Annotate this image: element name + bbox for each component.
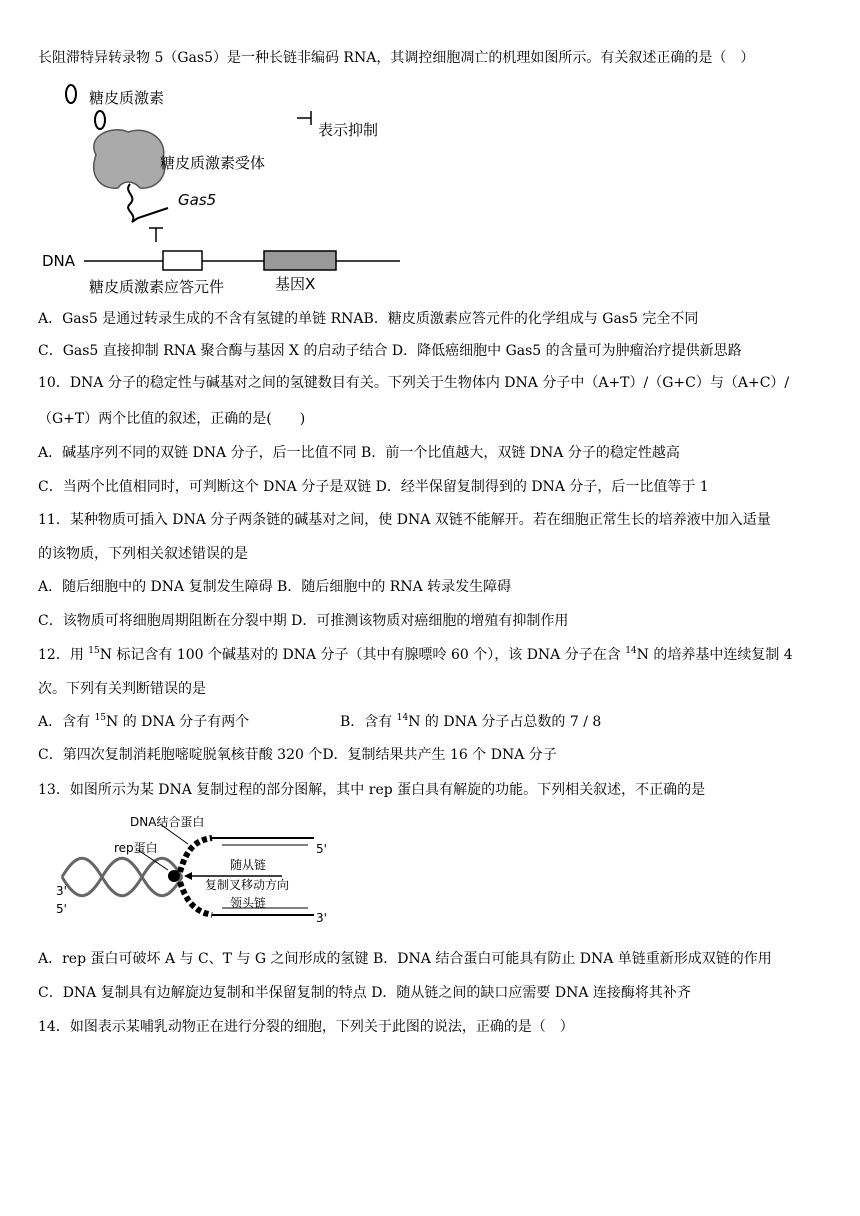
q14-stem: 14．如图表示某哺乳动物正在进行分裂的细胞，下列关于此图的说法，正确的是（ ） bbox=[38, 1019, 574, 1035]
lagging-strand-label: 随从链 bbox=[230, 858, 267, 872]
gas5-label: Gas5 bbox=[178, 191, 217, 209]
five-prime-top-label: 5' bbox=[316, 842, 327, 856]
rep-protein-dot bbox=[168, 870, 180, 882]
gene-x-label: 基因X bbox=[275, 275, 316, 293]
q10-options-cd: C．当两个比值相同时，可判断这个 DNA 分子是双链 D．经半保留复制得到的 DNA 分子，后一比值等于 1 bbox=[38, 479, 709, 495]
hormone-molecule-icon bbox=[66, 85, 76, 103]
q9-options-ab: A．Gas5 是通过转录生成的不含有氢键的单链 RNAB．糖皮质激素应答元件的化学组成与 Gas5 完全不同 bbox=[38, 311, 699, 327]
receptor-shape bbox=[94, 130, 165, 188]
double-helix-strand-1 bbox=[62, 858, 182, 896]
rep-protein-label: rep蛋白 bbox=[114, 841, 158, 855]
q10-stem-line1: 10．DNA 分子的稳定性与碱基对之间的氢键数目有关。下列关于生物体内 DNA 分子中（A+T）/（G+C）与（A+C）/ bbox=[38, 375, 790, 391]
q9-options-cd: C．Gas5 直接抑制 RNA 聚合酶与基因 X 的启动子结合 D．降低癌细胞中 Gas5 的含量可为肿瘤治疗提供新思路 bbox=[38, 343, 742, 359]
q13-stem: 13．如图所示为某 DNA 复制过程的部分图解，其中 rep 蛋白具有解旋的功能。下列相关叙述，不正确的是 bbox=[38, 782, 706, 798]
double-helix-strand-2 bbox=[62, 858, 182, 896]
q10-stem-line2: （G+T）两个比值的叙述，正确的是( ) bbox=[38, 411, 306, 427]
q11-stem-line2: 的该物质，下列相关叙述错误的是 bbox=[38, 546, 248, 562]
fork-direction-label: 复制叉移动方向 bbox=[205, 878, 290, 892]
inhibit-legend-label: 表示抑制 bbox=[318, 121, 379, 139]
q12-option-a: A．含有 $^{15}$N 的 DNA 分子有两个 bbox=[38, 713, 250, 730]
gas5-rna-strand bbox=[128, 184, 168, 222]
three-prime-bottom-label: 3' bbox=[316, 911, 327, 925]
q9-stem: 长阻滞特异转录物 5（Gas5）是一种长链非编码 RNA，其调控细胞凋亡的机理如图所示。有关叙述正确的是（ ） bbox=[38, 50, 755, 66]
receptor-label: 糖皮质激素受体 bbox=[160, 154, 266, 172]
hormone-molecule-icon-2 bbox=[95, 111, 105, 129]
q11-options-ab: A．随后细胞中的 DNA 复制发生障碍 B．随后细胞中的 RNA 转录发生障碍 bbox=[38, 579, 512, 595]
q12-stem-line2: 次。下列有关判断错误的是 bbox=[38, 681, 206, 697]
dna-label: DNA bbox=[42, 252, 76, 270]
binding-protein-label: DNA结合蛋白 bbox=[130, 815, 205, 829]
q13-options-ab: A．rep 蛋白可破坏 A 与 C、T 与 G 之间形成的氢键 B．DNA 结合蛋白可能具有防止 DNA 单链重新形成双链的作用 bbox=[38, 951, 772, 967]
q12-option-b: B．含有 $^{14}$N 的 DNA 分子占总数的 7 / 8 bbox=[340, 713, 602, 730]
q11-stem-line1: 11．某种物质可插入 DNA 分子两条链的碱基对之间，使 DNA 双链不能解开。若在细胞正常生长的培养液中加入适量 bbox=[38, 512, 771, 528]
hormone-label: 糖皮质激素 bbox=[89, 89, 165, 107]
q10-options-ab: A．碱基序列不同的双链 DNA 分子，后一比值不同 B．前一个比值越大，双链 DNA 分子的稳定性越高 bbox=[38, 445, 680, 461]
q11-options-cd: C．该物质可将细胞周期阻断在分裂中期 D．可推测该物质对癌细胞的增殖有抑制作用 bbox=[38, 613, 569, 629]
dna-replication-figure bbox=[52, 812, 352, 937]
response-element-box bbox=[163, 251, 202, 270]
five-prime-left-label: 5' bbox=[56, 902, 67, 916]
gene-x-box bbox=[264, 251, 336, 270]
q12-options-cd: C．第四次复制消耗胞嘧啶脱氧核苷酸 320 个D．复制结果共产生 16 个 DNA 分子 bbox=[38, 747, 557, 763]
gas5-mechanism-figure bbox=[38, 80, 418, 280]
response-element-label: 糖皮质激素应答元件 bbox=[89, 278, 225, 296]
three-prime-left-label: 3' bbox=[56, 884, 67, 898]
q13-options-cd: C．DNA 复制具有边解旋边复制和半保留复制的特点 D．随从链之间的缺口应需要 DNA 连接酶将其补齐 bbox=[38, 985, 691, 1001]
q12-stem-line1: 12．用 $^{15}$N 标记含有 100 个碱基对的 DNA 分子（其中有腺嘌呤 60 个），该 DNA 分子在含 $^{14}$N 的培养基中连续复制 4 bbox=[38, 646, 793, 663]
leading-strand-label: 领头链 bbox=[230, 896, 267, 910]
